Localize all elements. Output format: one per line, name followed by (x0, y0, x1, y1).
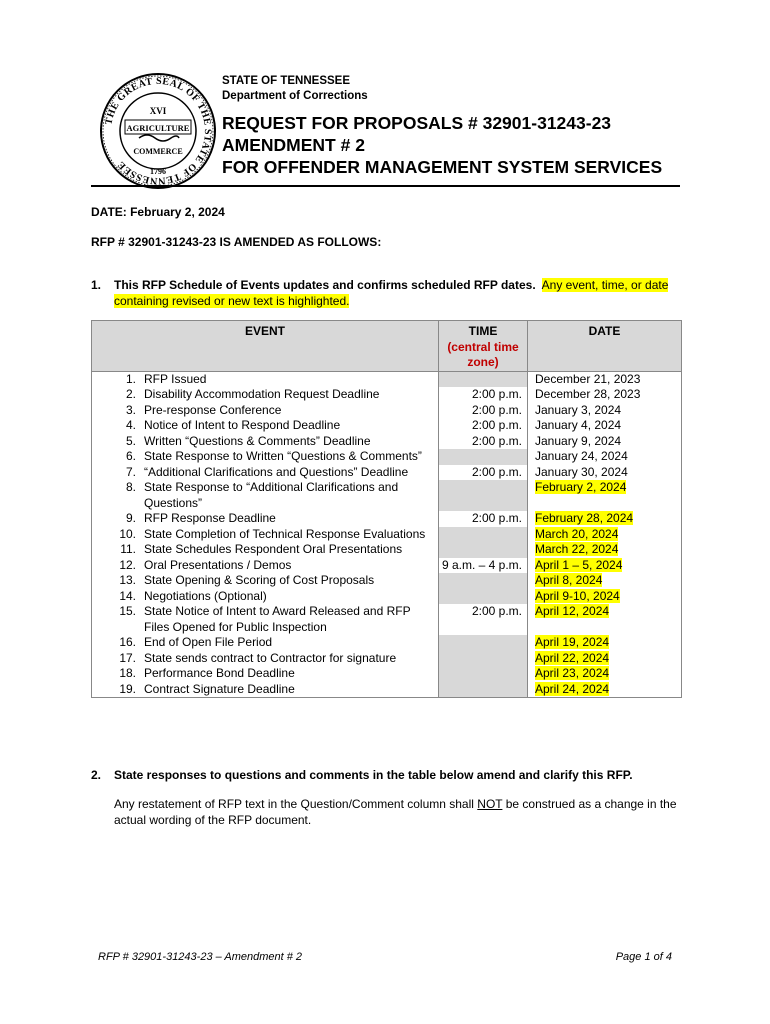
event-number: 8. (125, 480, 136, 494)
event-row (92, 434, 682, 450)
event-description: End of Open File Period (144, 635, 273, 649)
event-row (92, 371, 682, 387)
event-date-cell (528, 511, 682, 527)
event-date: January 9, 2024 (535, 433, 622, 448)
event-description: RFP Issued (144, 371, 207, 386)
event-date: February 2, 2024 (535, 480, 627, 494)
event-description: Oral Presentations / Demos (144, 557, 292, 572)
event-time: 2:00 p.m. (439, 403, 528, 419)
event-date-cell (528, 371, 682, 387)
department-name: Department of Corrections (222, 90, 368, 102)
event-date-cell (528, 589, 682, 605)
event-time (439, 635, 528, 651)
event-row (92, 682, 682, 698)
event-number: 6. (125, 449, 136, 463)
event-cell (92, 480, 439, 511)
title-line-3: FOR OFFENDER MANAGEMENT SYSTEM SERVICES (222, 157, 663, 177)
event-date-cell (528, 480, 682, 511)
event-date-cell (528, 558, 682, 574)
event-row (92, 527, 682, 543)
event-row (92, 403, 682, 419)
document-title (222, 112, 662, 178)
paragraph-text-before: Any restatement of RFP text in the Question/Comment column shall (114, 797, 478, 811)
event-time: 2:00 p.m. (439, 511, 528, 527)
section-1-highlight: Any event, time, or date containing revised or new text is highlighted. (114, 278, 669, 308)
column-header-date: DATE (528, 321, 682, 372)
event-cell (92, 465, 439, 481)
restatement-paragraph (114, 797, 681, 828)
event-date-cell (528, 465, 682, 481)
event-number: 12. (119, 557, 136, 572)
event-time (439, 449, 528, 465)
event-date-cell (528, 635, 682, 651)
event-cell (92, 511, 439, 527)
svg-text:AGRICULTURE: AGRICULTURE (126, 123, 190, 133)
event-row (92, 651, 682, 667)
event-number: 14. (119, 588, 136, 603)
event-row (92, 635, 682, 651)
event-date-cell (528, 418, 682, 434)
event-cell (92, 418, 439, 434)
event-time (439, 666, 528, 682)
event-number: 19. (119, 681, 136, 696)
event-row (92, 511, 682, 527)
section-2-number: 2. (91, 768, 102, 782)
event-row (92, 449, 682, 465)
event-cell (92, 449, 439, 465)
event-date-cell (528, 434, 682, 450)
event-time: 2:00 p.m. (439, 387, 528, 403)
event-number: 9. (125, 511, 136, 525)
event-time (439, 589, 528, 605)
event-cell (92, 434, 439, 450)
svg-text:COMMERCE: COMMERCE (133, 147, 183, 156)
event-description: Performance Bond Deadline (144, 666, 295, 680)
event-time: 2:00 p.m. (439, 434, 528, 450)
event-date-cell (528, 666, 682, 682)
event-description: Pre-response Conference (144, 402, 282, 417)
event-number: 3. (125, 402, 136, 417)
date-line: DATE: February 2, 2024 (91, 205, 225, 219)
event-date: April 24, 2024 (535, 681, 610, 696)
event-description: State Completion of Technical Response Evaluations (144, 526, 426, 541)
event-date-cell (528, 604, 682, 635)
event-time (439, 651, 528, 667)
event-description: Disability Accommodation Request Deadline (144, 387, 380, 401)
event-time (439, 480, 528, 511)
tennessee-state-seal-image (99, 72, 217, 190)
event-number: 17. (119, 650, 136, 665)
event-time (439, 573, 528, 589)
event-cell (92, 542, 439, 558)
event-date: February 28, 2024 (535, 511, 634, 525)
amended-line: RFP # 32901-31243-23 IS AMENDED AS FOLLOWS: (91, 235, 382, 249)
event-number: 13. (119, 573, 136, 587)
event-cell (92, 573, 439, 589)
event-row (92, 387, 682, 403)
event-row (92, 465, 682, 481)
event-date-cell (528, 542, 682, 558)
schedule-of-events-table (91, 320, 682, 698)
section-1-body (114, 278, 681, 309)
event-date: April 12, 2024 (535, 604, 610, 618)
event-description: “Additional Clarifications and Questions” Deadline (144, 464, 409, 479)
column-header-event: EVENT (92, 321, 439, 372)
event-description: State Notice of Intent to Award Released and RFP Files Opened for Public Inspection (144, 604, 411, 634)
paragraph-underlined-not: NOT (477, 797, 503, 811)
event-date: January 30, 2024 (535, 464, 628, 479)
event-date: April 1 – 5, 2024 (535, 557, 623, 572)
event-time: 2:00 p.m. (439, 465, 528, 481)
event-time (439, 371, 528, 387)
event-description: Contract Signature Deadline (144, 681, 295, 696)
event-date: January 4, 2024 (535, 418, 622, 432)
event-row (92, 604, 682, 635)
event-date-cell (528, 573, 682, 589)
event-cell (92, 527, 439, 543)
event-description: Written “Questions & Comments” Deadline (144, 433, 371, 448)
event-number: 16. (119, 635, 136, 649)
event-date-cell (528, 682, 682, 698)
event-date-cell (528, 651, 682, 667)
event-number: 18. (119, 666, 136, 680)
footer-document-id: RFP # 32901-31243-23 – Amendment # 2 (98, 951, 303, 963)
event-cell (92, 666, 439, 682)
event-description: State Schedules Respondent Oral Presentations (144, 542, 403, 556)
event-number: 11. (120, 542, 136, 556)
section-1-number: 1. (91, 278, 102, 292)
event-cell (92, 387, 439, 403)
title-line-1: REQUEST FOR PROPOSALS # 32901-31243-23 (222, 113, 612, 133)
event-time: 9 a.m. – 4 p.m. (439, 558, 528, 574)
event-date: December 28, 2023 (535, 387, 641, 401)
event-date-cell (528, 527, 682, 543)
event-date: January 3, 2024 (535, 402, 622, 417)
event-description: State Response to Written “Questions & Comments” (144, 449, 422, 463)
event-number: 2. (125, 387, 136, 401)
event-date: April 23, 2024 (535, 666, 610, 680)
time-header-label: TIME (468, 324, 498, 338)
event-date-cell (528, 387, 682, 403)
organization-block (222, 74, 368, 104)
event-description: Negotiations (Optional) (144, 588, 267, 603)
event-date-cell (528, 449, 682, 465)
event-cell (92, 682, 439, 698)
event-cell (92, 371, 439, 387)
event-cell (92, 558, 439, 574)
event-date: March 20, 2024 (535, 526, 619, 541)
event-time: 2:00 p.m. (439, 604, 528, 635)
event-date: January 24, 2024 (535, 449, 628, 463)
event-number: 7. (125, 464, 136, 479)
event-description: RFP Response Deadline (144, 511, 276, 525)
event-cell (92, 604, 439, 635)
event-row (92, 589, 682, 605)
event-time (439, 682, 528, 698)
title-line-2: AMENDMENT # 2 (222, 135, 365, 155)
event-row (92, 573, 682, 589)
event-date-cell (528, 403, 682, 419)
event-description: Notice of Intent to Respond Deadline (144, 418, 341, 432)
event-time: 2:00 p.m. (439, 418, 528, 434)
event-description: State Opening & Scoring of Cost Proposals (144, 573, 375, 587)
event-number: 10. (119, 526, 136, 541)
event-date: April 22, 2024 (535, 650, 610, 665)
svg-text:THE GREAT SEAL OF THE STATE OF: THE GREAT SEAL OF THE STATE OF TENNESSEE (103, 75, 214, 187)
svg-text:XVI: XVI (149, 106, 167, 116)
header-divider (91, 185, 680, 187)
event-row (92, 542, 682, 558)
event-cell (92, 651, 439, 667)
state-name: STATE OF TENNESSEE (222, 75, 351, 87)
time-zone-note: (central time zone) (447, 339, 519, 369)
event-row (92, 418, 682, 434)
event-description: State Response to “Additional Clarifications and Questions” (144, 480, 399, 510)
section-1-text: This RFP Schedule of Events updates and confirms scheduled RFP dates. (114, 278, 536, 292)
event-date: April 9-10, 2024 (535, 588, 620, 603)
event-date: December 21, 2023 (535, 371, 641, 386)
svg-text:1796: 1796 (150, 167, 166, 176)
event-row (92, 480, 682, 511)
event-row (92, 558, 682, 574)
event-number: 4. (125, 418, 136, 432)
event-number: 1. (125, 371, 136, 386)
event-time (439, 542, 528, 558)
event-date: April 19, 2024 (535, 635, 610, 649)
section-2-text: State responses to questions and comments in the table below amend and clarify this RFP. (114, 768, 633, 782)
event-number: 5. (125, 433, 136, 448)
event-cell (92, 403, 439, 419)
event-cell (92, 589, 439, 605)
footer-page-number: Page 1 of 4 (615, 951, 672, 963)
event-date: March 22, 2024 (535, 542, 619, 556)
event-row (92, 666, 682, 682)
event-description: State sends contract to Contractor for signature (144, 650, 397, 665)
event-number: 15. (119, 604, 136, 618)
column-header-time (439, 321, 528, 372)
event-cell (92, 635, 439, 651)
event-date: April 8, 2024 (535, 573, 603, 587)
paragraph-text-after: be construed as a change in the actual wording of the RFP document. (114, 797, 677, 827)
event-time (439, 527, 528, 543)
